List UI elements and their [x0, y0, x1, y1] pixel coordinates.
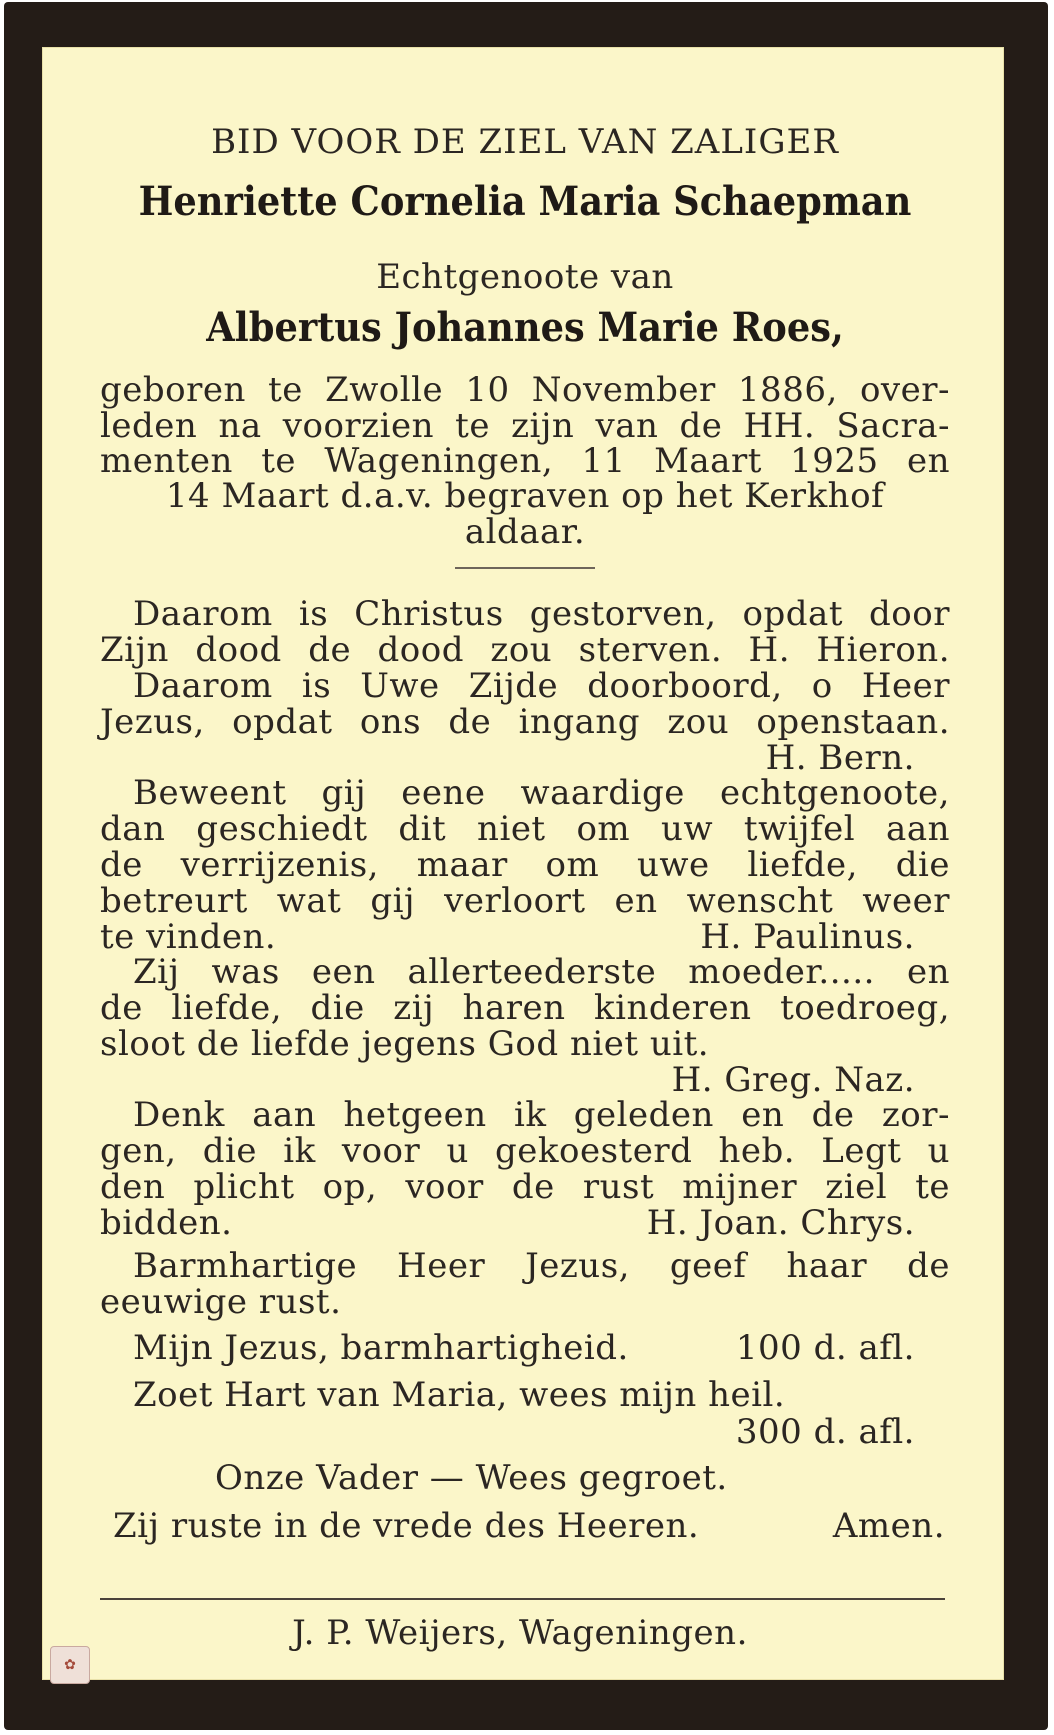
printer-credit: J. P. Weijers, Wageningen.: [292, 1613, 748, 1653]
quote-line: de verrijzenis, maar om uwe liefde, die: [100, 845, 950, 885]
quote-line: Denk aan hetgeen ik geleden en de zor-: [133, 1095, 950, 1135]
quote-line: bidden.: [100, 1203, 233, 1243]
bio-line: 14 Maart d.a.v. begraven op het Kerkhof: [165, 476, 885, 516]
bio-line: menten te Wageningen, 11 Maart 1925 en: [100, 441, 950, 481]
prayer-line: Barmhartige Heer Jezus, geef haar de: [133, 1246, 950, 1286]
quote-line: den plicht op, voor de rust mijner ziel te: [100, 1167, 950, 1207]
spouse-name: Albertus Johannes Marie Roes,: [206, 304, 844, 351]
closing-rest: Zij ruste in de vrede des Heeren.: [113, 1506, 700, 1546]
quote-source: H. Greg. Naz.: [671, 1060, 915, 1100]
quote-line: Zijn dood de dood zou sterven. H. Hieron.: [100, 630, 950, 670]
card-header: BID VOOR DE ZIEL VAN ZALIGER: [211, 122, 839, 162]
closing-prayers: Onze Vader — Wees gegroet.: [215, 1458, 728, 1498]
quote-line: sloot de liefde jegens God niet uit.: [100, 1024, 710, 1064]
quote-line: dan geschiedt dit niet om uw twijfel aan: [100, 809, 950, 849]
quote-line: Jezus, opdat ons de ingang zou openstaan.: [100, 702, 950, 742]
quote-line: de liefde, die zij haren kinderen toedroeg,: [100, 988, 950, 1028]
footer-divider: [100, 1598, 945, 1600]
quote-line: Daarom is Christus gestorven, opdat door: [133, 594, 950, 634]
indulgence-value: 100 d. afl.: [735, 1328, 915, 1368]
closing-amen: Amen.: [832, 1506, 945, 1546]
quote-line: betreurt wat gij verloort en wenscht weer: [100, 881, 950, 921]
quote-line: gen, die ik voor u gekoesterd heb. Legt u: [100, 1131, 950, 1171]
quote-line: Zij was een allerteederste moeder..... en: [133, 952, 950, 992]
indulgence-prayer: Mijn Jezus, barmhartigheid.: [133, 1328, 629, 1368]
deceased-name: Henriette Cornelia Maria Schaepman: [138, 178, 912, 225]
prayer-line: eeuwige rust.: [100, 1282, 342, 1322]
quote-line: Beweent gij eene waardige echtgenoote,: [133, 773, 950, 813]
indulgence-value: 300 d. afl.: [735, 1412, 915, 1452]
quote-source: H. Bern.: [765, 738, 915, 778]
spouse-intro: Echtgenoote van: [376, 257, 674, 297]
bio-line: geboren te Zwolle 10 November 1886, over-: [100, 370, 950, 410]
bio-line: aldaar.: [464, 512, 586, 552]
collection-stamp-icon: ✿: [50, 1646, 90, 1684]
quote-source: H. Joan. Chrys.: [646, 1203, 915, 1243]
quote-source: H. Paulinus.: [700, 917, 915, 957]
quote-line: te vinden.: [100, 917, 277, 957]
section-divider: [455, 567, 595, 569]
bio-line: leden na voorzien te zijn van de HH. Sacra-: [100, 406, 950, 446]
quote-line: Daarom is Uwe Zijde doorboord, o Heer: [133, 666, 950, 706]
indulgence-prayer: Zoet Hart van Maria, wees mijn heil.: [133, 1375, 786, 1415]
